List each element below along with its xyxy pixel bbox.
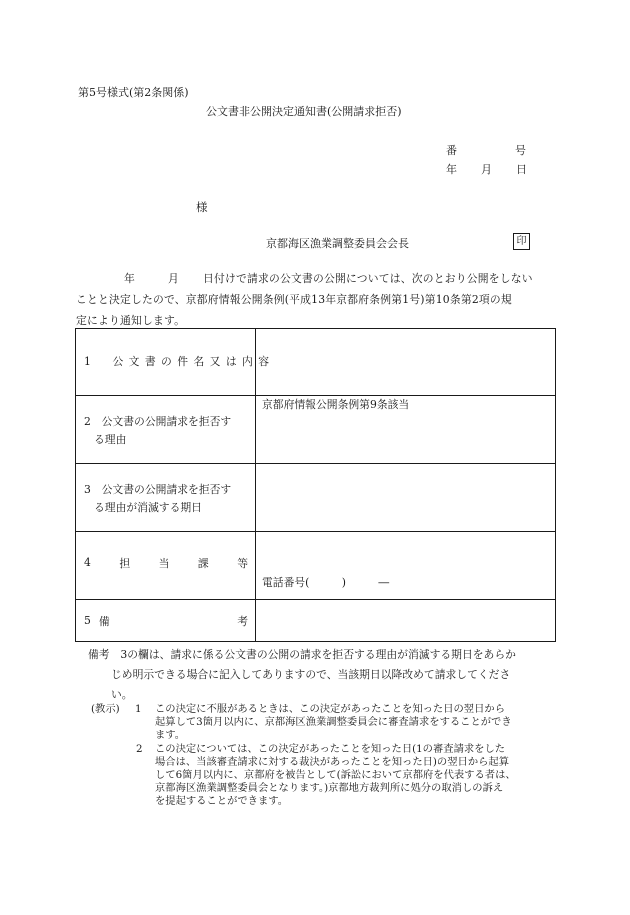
row-number: 4 [84, 556, 91, 569]
row-label-remarks [84, 614, 248, 629]
row-label-refusal-reason: 2 公文書の公開請求を拒否す [84, 415, 232, 428]
row-label-refusal-reason-cont: る理由 [94, 433, 127, 446]
row-label-char: 考 [237, 615, 248, 628]
instruction-item-1-line: 起算して3箇月以内に、京都海区漁業調整委員会に審査請求をすることができ [155, 716, 512, 728]
row-label-department [84, 556, 248, 571]
table-column-divider [255, 329, 256, 641]
row-label-char: 担 [119, 557, 131, 570]
instruction-item-1-line: ます。 [155, 729, 186, 741]
body-month-label: 月 [168, 272, 179, 285]
remarks-note-line-1: 備考 3の欄は、請求に係る公文書の公開の請求を拒否する理由が消滅する期日をあらか [88, 648, 516, 661]
table-row-divider [76, 531, 555, 532]
row-label-document-subject: 1 公文書の件名又は内容 [84, 355, 275, 368]
document-number-suffix: 号 [515, 144, 526, 157]
phone-number-field: 電話番号( ) ― [262, 576, 390, 589]
instruction-item-number: 1 [135, 703, 142, 715]
row-label-char: 備 [98, 615, 110, 628]
date-month-label: 月 [481, 163, 492, 176]
instruction-item-2-line: 場合は、当該審査請求に対する裁決があったことを知った日)の翌日から起算 [155, 756, 510, 768]
row-number: 5 [84, 614, 91, 627]
body-year-label: 年 [124, 272, 135, 285]
refusal-reason-value: 京都府情報公開条例第9条該当 [262, 398, 410, 411]
row-label-char: 当 [158, 557, 170, 570]
row-label-reason-expiry-date: 3 公文書の公開請求を拒否す [84, 483, 232, 496]
body-paragraph-line-2: ことと決定したので、京都府情報公開条例(平成13年京都府条例第1号)第10条第2項の規 [76, 293, 512, 306]
addressee-honorific: 様 [196, 200, 208, 214]
row-label-char: 課 [197, 557, 209, 570]
document-number-label: 番 [446, 144, 457, 157]
table-row-divider [76, 599, 555, 600]
seal-stamp-box: 印 [513, 233, 530, 250]
body-paragraph-line-1 [76, 271, 533, 286]
disclosure-info-table [75, 328, 556, 642]
date-day-label: 日 [516, 163, 527, 176]
row-label-char: 等 [237, 557, 248, 570]
body-text: 日付けで請求の公文書の公開については、次のとおり公開をしない [203, 272, 533, 285]
instruction-item-2-line: 京都海区漁業調整委員会となります。)京都地方裁判所に処分の取消しの訴え [155, 782, 504, 794]
table-row-divider [76, 463, 555, 464]
instructions-heading: (教示) [91, 703, 120, 715]
document-title: 公文書非公開決定通知書(公開請求拒否) [206, 105, 402, 118]
instruction-item-1-line: この決定に不服があるときは、この決定があったことを知った日の翌日から [155, 703, 505, 715]
issuer-name: 京都海区漁業調整委員会会長 [266, 237, 409, 250]
remarks-note-line-2: じめ明示できる場合に記入してありますので、当該期日以降改めて請求してくださ [111, 668, 511, 681]
instruction-item-2-line: この決定については、この決定があったことを知った日(1の審査請求をした [155, 743, 506, 755]
body-paragraph-line-3: 定により通知します。 [76, 314, 186, 327]
form-code: 第5号様式(第2条関係) [78, 86, 189, 99]
row-label-reason-expiry-date-cont: る理由が消滅する期日 [94, 501, 202, 514]
remarks-note-line-3: い。 [111, 688, 133, 701]
instruction-item-2-line: を提起することができます。 [155, 795, 289, 807]
instruction-item-number: 2 [136, 743, 143, 755]
date-year-label: 年 [446, 163, 457, 176]
instruction-item-2-line: して6箇月以内に、京都府を被告として(訴訟において京都府を代表する者は、 [155, 769, 516, 781]
